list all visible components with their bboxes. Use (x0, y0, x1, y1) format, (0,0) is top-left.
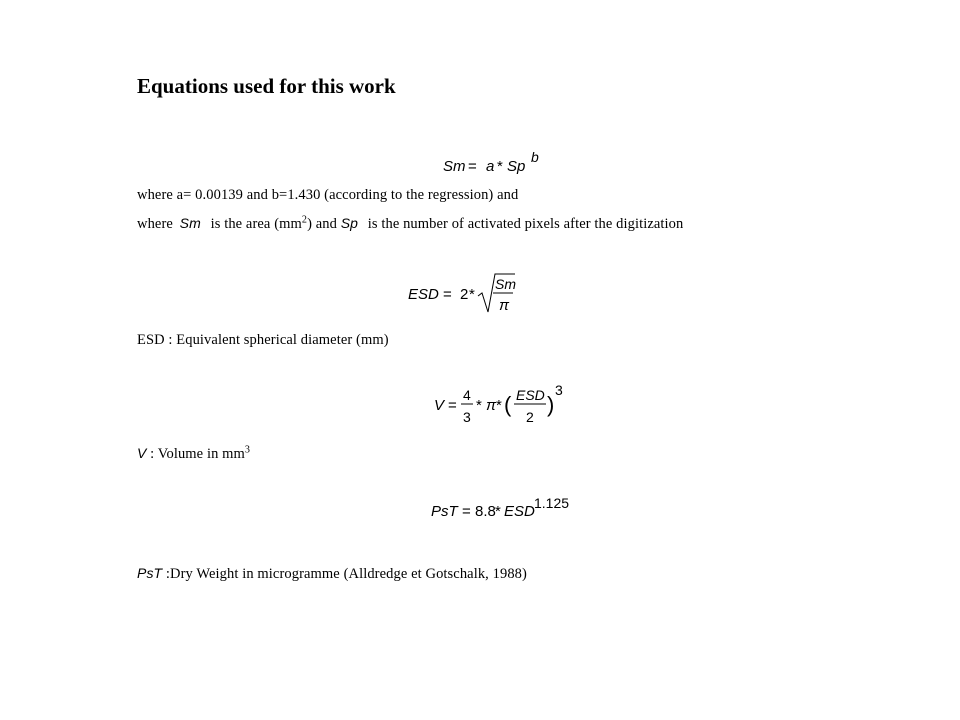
eq2-times: * (469, 286, 475, 303)
eq4-exponent: 1.125 (534, 495, 570, 511)
symbol-v: V (137, 445, 147, 461)
eq4-lhs: PsT (431, 503, 458, 520)
eq3-inner-den: 2 (526, 409, 534, 425)
eq3-times-1: * (476, 397, 482, 414)
eq1-lhs: Sm (443, 158, 466, 175)
volume-definition (137, 445, 250, 463)
page-title: Equations used for this work (137, 74, 396, 98)
eq4-coef: 8.8 (475, 503, 496, 520)
eq2-equals: = (443, 286, 452, 303)
regression-line: where a= 0.00139 and b=1.430 (according to the regression) and (137, 187, 519, 203)
eq4-equals: = (462, 503, 471, 520)
definitions-prefix: where (137, 216, 173, 232)
eq3-frac-num: 4 (463, 387, 471, 403)
eq3-pi: π (486, 397, 497, 414)
superscript-3: 3 (244, 444, 251, 456)
symbol-sp: Sp (340, 215, 359, 231)
eq3-lhs: V (434, 397, 445, 414)
eq1-exponent: b (531, 149, 539, 165)
eq3-lparen: ( (504, 392, 512, 417)
eq1-a: a (486, 158, 495, 175)
definitions-suffix: is the number of activated pixels after the digitization (367, 216, 684, 232)
symbol-pst: PsT (137, 565, 163, 581)
eq3-equals: = (448, 397, 457, 414)
eq3-frac-den: 3 (463, 409, 471, 425)
eq2-den: π (499, 297, 510, 314)
eq3-rparen: ) (547, 392, 555, 417)
definitions-and: ) and (307, 216, 337, 232)
eq3-times-2: * (496, 397, 502, 414)
dry-weight-definition (137, 565, 527, 583)
eq4-times: * (495, 503, 501, 520)
volume-text: : Volume in mm (146, 446, 245, 462)
definitions-area: is the area (mm (210, 216, 302, 232)
equation-dry-weight (428, 494, 578, 524)
equation-esd (405, 272, 525, 322)
equation-sm-power-law (440, 148, 560, 180)
definitions-line (137, 215, 683, 233)
eq4-base: ESD (504, 503, 535, 520)
eq3-exponent: 3 (555, 382, 563, 398)
esd-definition: ESD : Equivalent spherical diameter (mm) (137, 332, 389, 348)
symbol-sm: Sm (179, 215, 201, 231)
eq1-base: Sp (507, 158, 526, 175)
eq1-equals: = (468, 158, 477, 175)
eq1-times: * (497, 158, 503, 175)
eq2-lhs: ESD (408, 286, 439, 303)
dry-weight-text: :Dry Weight in microgramme (Alldredge et Gotschalk, 1988) (162, 566, 527, 582)
eq3-inner-num: ESD (516, 387, 545, 403)
superscript-2: 2 (301, 214, 308, 226)
equation-volume (430, 380, 580, 430)
eq2-num: Sm (495, 276, 516, 292)
eq2-coef: 2 (460, 286, 469, 303)
